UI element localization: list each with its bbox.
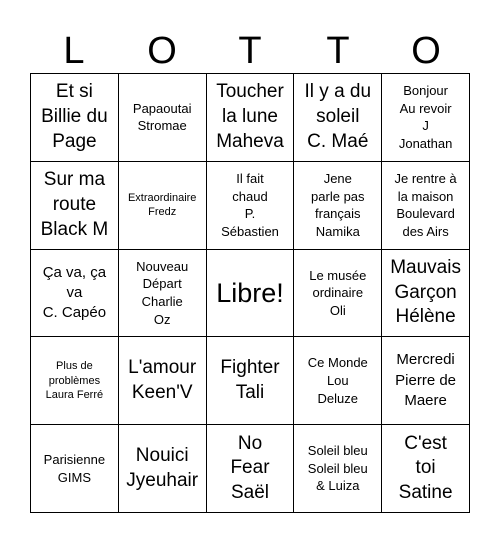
bingo-cell[interactable]: C'est toi Satine <box>382 425 470 513</box>
title-letter-l: L <box>63 30 85 72</box>
bingo-cell[interactable]: Il y a du soleil C. Maé <box>294 74 382 162</box>
bingo-cell[interactable]: Bonjour Au revoir J Jonathan <box>382 74 470 162</box>
bingo-title <box>30 26 470 76</box>
bingo-cell[interactable]: Et si Billie du Page <box>31 74 119 162</box>
bingo-cell[interactable]: Mercredi Pierre de Maere <box>382 337 470 425</box>
bingo-cell[interactable]: Toucher la lune Maheva <box>207 74 295 162</box>
bingo-cell[interactable]: Extraordinaire Fredz <box>119 162 207 250</box>
title-letter-t: T <box>238 30 262 72</box>
bingo-cell[interactable]: Mauvais Garçon Hélène <box>382 250 470 338</box>
bingo-cell[interactable]: Le musée ordinaire Oli <box>294 250 382 338</box>
bingo-grid <box>30 73 470 513</box>
bingo-cell[interactable]: Ça va, ça va C. Capéo <box>31 250 119 338</box>
bingo-cell[interactable]: Sur ma route Black M <box>31 162 119 250</box>
bingo-cell[interactable]: Papaoutai Stromae <box>119 74 207 162</box>
bingo-cell[interactable]: Ce Monde Lou Deluze <box>294 337 382 425</box>
bingo-cell[interactable]: Fighter Tali <box>207 337 295 425</box>
bingo-cell[interactable]: No Fear Saël <box>207 425 295 513</box>
bingo-cell[interactable]: Nouveau Départ Charlie Oz <box>119 250 207 338</box>
bingo-cell[interactable]: Nouici Jyeuhair <box>119 425 207 513</box>
title-letter-t2: T <box>326 30 350 72</box>
bingo-cell[interactable]: L'amour Keen'V <box>119 337 207 425</box>
title-letter-o2: O <box>411 30 441 72</box>
bingo-cell[interactable]: Jene parle pas français Namika <box>294 162 382 250</box>
bingo-cell[interactable]: Je rentre à la maison Boulevard des Airs <box>382 162 470 250</box>
bingo-cell[interactable]: Il fait chaud P. Sébastien <box>207 162 295 250</box>
bingo-cell[interactable]: Soleil bleu Soleil bleu & Luiza <box>294 425 382 513</box>
bingo-cell[interactable]: Plus de problèmes Laura Ferré <box>31 337 119 425</box>
title-letter-o: O <box>147 30 177 72</box>
bingo-cell[interactable]: Parisienne GIMS <box>31 425 119 513</box>
free-space[interactable]: Libre! <box>207 250 295 338</box>
